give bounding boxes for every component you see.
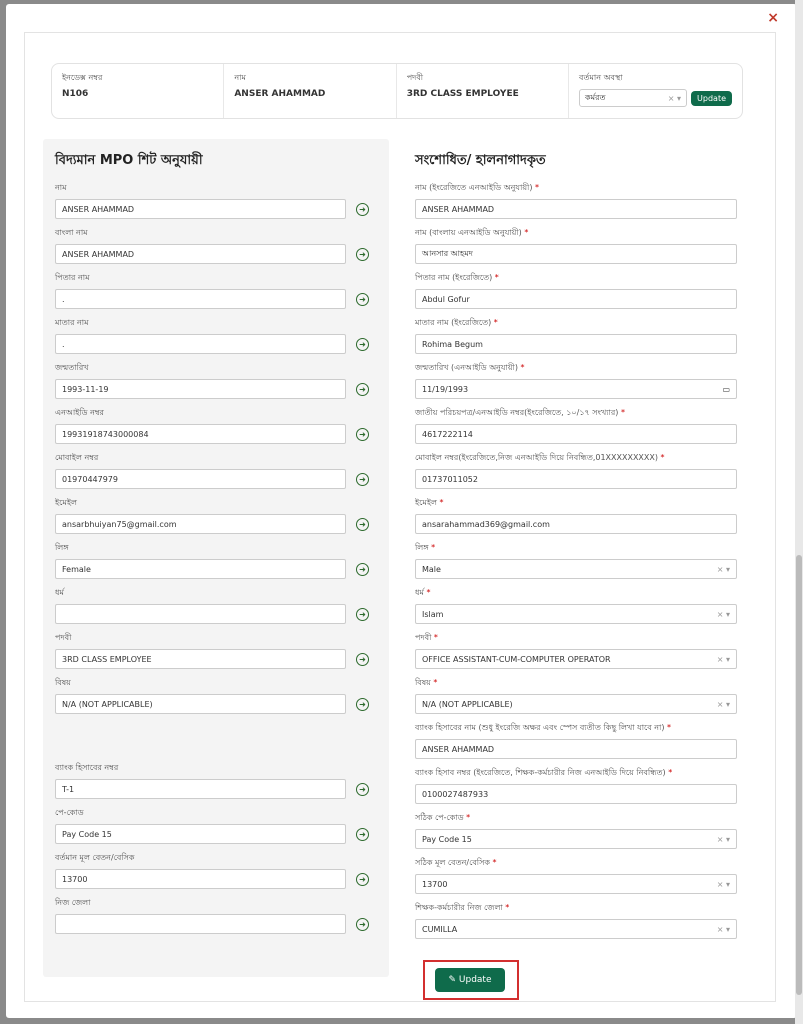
field-value: Rohima Begum [422,339,483,349]
field-label: লিঙ্গ [55,543,69,552]
required-marker: * [665,768,673,777]
field-input[interactable]: 01970447979 [55,469,346,489]
left-field [55,807,377,844]
clear-dropdown-icon[interactable]: × ▾ [716,924,730,934]
required-marker: * [436,498,444,507]
field-value: আনসার আহমদ [422,248,473,258]
summary-name [224,64,396,118]
field-label: মোবাইল নম্বর [55,453,99,462]
field-input[interactable] [55,604,346,624]
right-field [415,362,745,399]
required-marker: * [532,183,540,192]
field-input[interactable] [415,334,737,354]
left-field [55,317,377,354]
field-label: ধর্ম [55,588,64,597]
summary-designation [397,64,569,118]
right-field [415,272,745,309]
copy-arrow-icon[interactable]: ➜ [356,518,369,531]
field-label: বর্তমান মূল বেতন/বেসিক [55,853,135,862]
field-input[interactable] [415,244,737,264]
left-field [55,542,377,579]
clear-dropdown-icon[interactable]: × ▾ [716,879,730,889]
field-input[interactable]: Female [55,559,346,579]
field-value: 4617222114 [422,429,473,439]
submit-label: Update [458,975,492,985]
copy-arrow-icon[interactable]: ➜ [356,293,369,306]
field-label: পদবী [415,633,432,642]
updated-panel [415,139,745,955]
field-value: 0100027487933 [422,789,489,799]
field-input[interactable]: 1993-11-19 [55,379,346,399]
copy-arrow-icon[interactable]: ➜ [356,203,369,216]
field-label: বাংলা নাম [55,228,88,237]
field-input[interactable]: 13700 [55,869,346,889]
field-label: ব্যাংক হিসাবের নম্বর [55,763,119,772]
field-value: CUMILLA [422,924,458,934]
field-input[interactable]: ANSER AHAMMAD [55,244,346,264]
scrollbar[interactable] [795,0,803,1024]
copy-arrow-icon[interactable]: ➜ [356,608,369,621]
field-input[interactable] [415,874,737,894]
field-input[interactable] [415,199,737,219]
right-field [415,857,745,894]
right-field [415,722,745,759]
field-input[interactable] [415,559,737,579]
field-value: 13700 [422,879,448,889]
field-input[interactable]: . [55,334,346,354]
field-input[interactable] [415,379,737,399]
required-marker: * [428,543,436,552]
left-field [55,852,377,889]
summary-label: নাম [234,73,246,82]
required-marker: * [618,408,625,417]
field-value: N/A (NOT APPLICABLE) [422,699,513,709]
right-field [415,767,745,804]
summary-value: ANSER AHAMMAD [234,89,326,99]
field-label: সঠিক মূল বেতন/বেসিক [415,858,490,867]
clear-dropdown-icon[interactable]: × ▾ [716,564,730,574]
right-field [415,407,745,444]
field-input[interactable] [415,289,737,309]
copy-arrow-icon[interactable]: ➜ [356,783,369,796]
status-select[interactable] [579,89,687,107]
field-input[interactable]: T-1 [55,779,346,799]
copy-arrow-icon[interactable]: ➜ [356,563,369,576]
clear-dropdown-icon[interactable]: × ▾ [716,654,730,664]
field-label: বিষয় [415,678,431,687]
field-label: মাতার নাম [55,318,89,327]
field-label: নাম [55,183,67,192]
field-label: শিক্ষক-কর্মচারীর নিজ জেলা [415,903,503,912]
field-label: নাম (ইংরেজিতে এনআইডি অনুযায়ী) [415,183,533,192]
clear-dropdown-icon[interactable]: × ▾ [716,699,730,709]
required-marker: * [491,318,498,327]
field-label: ইমেইল [415,498,437,507]
required-marker: * [492,273,499,282]
copy-arrow-icon[interactable]: ➜ [356,918,369,931]
field-label: ব্যাংক হিসাবের নাম (শুধু ইংরেজি অক্ষর এবং স্পেস ব্যতীত কিছু লিখা যাবে না) [415,723,665,732]
required-marker: * [502,903,510,912]
status-label: বর্তমান অবস্থা [579,73,623,82]
update-highlight [423,960,519,1000]
right-title: সংশোধিত/ হালনাগাদকৃত [415,153,546,168]
summary-index [52,64,224,118]
right-field [415,317,745,354]
copy-arrow-icon[interactable]: ➜ [356,473,369,486]
required-marker: * [431,633,438,642]
existing-mpo-panel [43,139,389,977]
status-value: কর্মরত [585,92,606,102]
field-input[interactable] [415,424,737,444]
clear-dropdown-icon[interactable]: × ▾ [716,609,730,619]
left-field [55,272,377,309]
copy-arrow-icon[interactable]: ➜ [356,698,369,711]
field-value: Abdul Gofur [422,294,470,304]
left-field [55,497,377,534]
field-input[interactable] [415,649,737,669]
field-input[interactable]: ANSER AHAMMAD [55,199,346,219]
field-value: ANSER AHAMMAD [422,204,495,214]
right-field [415,902,745,939]
right-field [415,227,745,264]
copy-arrow-icon[interactable]: ➜ [356,248,369,261]
required-marker: * [517,363,525,372]
field-label: পিতার নাম [55,273,90,282]
calendar-icon[interactable]: ▭ [722,384,730,394]
left-field [55,677,377,714]
field-label: পে-কোড [55,808,84,817]
field-input[interactable] [415,694,737,714]
required-marker: * [463,813,471,822]
field-label: জাতীয় পরিচয়পত্র/এনআইডি নম্বর(ইংরেজিতে, ১০/১৭ সংখ্যার) [415,408,619,417]
field-label: ব্যাংক হিসাব নম্বর (ইংরেজিতে, শিক্ষক-কর্মচারীর নিজ এনআইডি দিয়ে নিবন্ধিত) [415,768,666,777]
field-input[interactable] [415,919,737,939]
close-icon[interactable]: × [767,10,779,26]
field-value: Male [422,564,441,574]
required-marker: * [489,858,497,867]
left-field [55,227,377,264]
field-value: 01737011052 [422,474,478,484]
right-field [415,587,745,624]
field-input[interactable] [415,739,737,759]
submit-update-button[interactable]: ✎ Update [435,968,505,992]
right-field [415,497,745,534]
left-field [55,452,377,489]
required-marker: * [664,723,671,732]
copy-arrow-icon[interactable]: ➜ [356,653,369,666]
field-value: OFFICE ASSISTANT-CUM-COMPUTER OPERATOR [422,654,611,664]
summary-label: পদবী [406,73,424,82]
field-input[interactable] [415,469,737,489]
field-input[interactable] [415,784,737,804]
field-value: ANSER AHAMMAD [422,744,495,754]
summary-value: N106 [62,89,89,99]
required-marker: * [658,453,665,462]
summary-label: ইনডেক্স নম্বর [62,73,103,82]
copy-arrow-icon[interactable]: ➜ [356,873,369,886]
left-field [55,362,377,399]
modal-body [24,32,776,1002]
field-label: এনআইডি নম্বর [55,408,104,417]
field-input[interactable] [55,914,346,934]
field-input[interactable]: Pay Code 15 [55,824,346,844]
copy-arrow-icon[interactable]: ➜ [356,338,369,351]
copy-arrow-icon[interactable]: ➜ [356,428,369,441]
summary-value: 3RD CLASS EMPLOYEE [406,89,519,99]
right-field [415,632,745,669]
field-value: 11/19/1993 [422,384,469,394]
status-update-button[interactable]: Update [691,91,732,106]
field-input[interactable] [415,514,737,534]
right-field [415,542,745,579]
copy-arrow-icon[interactable]: ➜ [356,383,369,396]
left-title: বিদ্যমান MPO শিট অনুযায়ী [55,153,203,168]
field-label: সঠিক পে-কোড [415,813,464,822]
required-marker: * [423,588,431,597]
field-input[interactable]: N/A (NOT APPLICABLE) [55,694,346,714]
field-label: জন্মতারিখ [55,363,89,372]
edit-employee-modal [6,4,797,1018]
field-value: Pay Code 15 [422,834,472,844]
right-field [415,182,745,219]
right-field [415,452,745,489]
right-field [415,677,745,714]
field-label: পিতার নাম (ইংরেজিতে) [415,273,493,282]
field-label: পদবী [55,633,72,642]
field-label: মাতার নাম (ইংরেজিতে) [415,318,492,327]
field-label: মোবাইল নম্বর(ইংরেজিতে,নিজ এনআইডি দিয়ে নিবন্ধিত,01XXXXXXXXX) [415,453,658,462]
field-label: নাম (বাংলায় এনআইডি অনুযায়ী) [415,228,522,237]
field-label: বিষয় [55,678,71,687]
field-input[interactable]: . [55,289,346,309]
field-label: ধর্ম [415,588,424,597]
field-input[interactable]: 3RD CLASS EMPLOYEE [55,649,346,669]
left-field [55,407,377,444]
employee-summary [51,63,743,119]
field-input[interactable] [415,604,737,624]
field-label: নিজ জেলা [55,898,91,907]
required-marker: * [521,228,529,237]
field-label: লিঙ্গ [415,543,429,552]
required-marker: * [430,678,438,687]
left-field [55,762,377,799]
copy-arrow-icon[interactable]: ➜ [356,828,369,841]
field-input[interactable]: 19931918743000084 [55,424,346,444]
left-field [55,587,377,624]
field-input[interactable]: ansarbhuiyan75@gmail.com [55,514,346,534]
right-field [415,812,745,849]
field-label: জন্মতারিখ (এনআইডি অনুযায়ী) [415,363,518,372]
field-input[interactable] [415,829,737,849]
left-field [55,182,377,219]
left-field [55,897,377,934]
clear-dropdown-icon[interactable]: × ▾ [716,834,730,844]
clear-dropdown-icon[interactable]: × ▾ [667,93,682,103]
field-value: Islam [422,609,444,619]
summary-status [569,64,742,118]
left-field [55,632,377,669]
field-label: ইমেইল [55,498,77,507]
field-value: ansarahammad369@gmail.com [422,519,550,529]
scrollbar-thumb[interactable] [796,555,802,995]
